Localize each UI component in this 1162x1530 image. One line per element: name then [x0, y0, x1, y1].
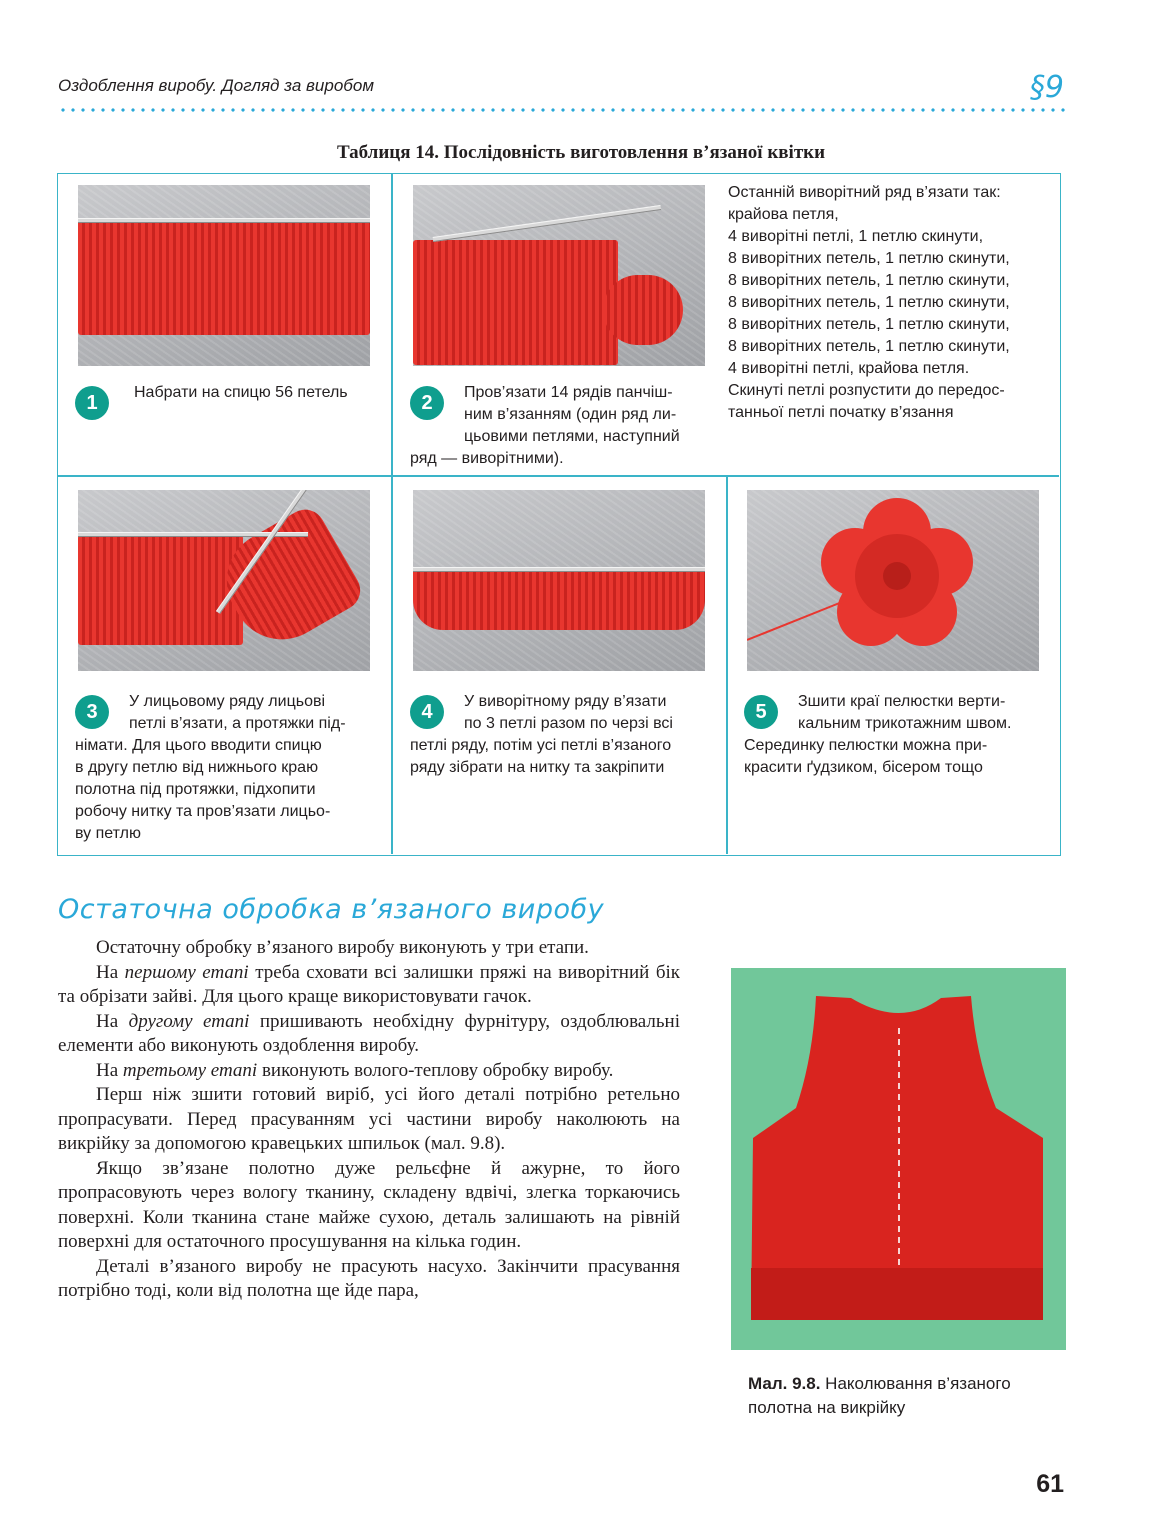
- step-4-text: [410, 691, 722, 779]
- steps-table: [57, 173, 1061, 856]
- text-run: На: [96, 1010, 129, 1032]
- step-2-line: цьовими петлями, наступний: [464, 428, 680, 445]
- figure-label: Мал. 9.8.: [748, 1374, 821, 1393]
- step-5-badge: 5: [744, 695, 778, 729]
- step-1-photo: [78, 185, 370, 366]
- instruction-line: 8 виворітних петель, 1 петлю скинути,: [728, 272, 1010, 289]
- text-run: пришивають необхідну фурнітуру, оздоблювальні елементи або виконують оздоблення виробу.: [58, 1010, 681, 1056]
- text-run: виконують волого-теплову обробку виробу.: [257, 1059, 614, 1081]
- paragraph: Деталі в’язаного виробу не прасують насухо. Закінчити прасування потрібно тоді, коли від полотна ще йде пара,: [58, 1255, 680, 1301]
- step-3-line: німати. Для цього вводити спицю: [75, 737, 322, 754]
- section-number: §9: [1029, 70, 1064, 105]
- step-4-line: по 3 петлі разом по черзі всі: [464, 715, 673, 732]
- step-4-photo: [413, 490, 705, 671]
- step-3-text: [75, 691, 387, 845]
- instruction-line: крайова петля,: [728, 206, 839, 223]
- step-4-badge: 4: [410, 695, 444, 729]
- step-3-line: ву петлю: [75, 825, 141, 842]
- instruction-line: 4 виворітні петлі, 1 петлю скинути,: [728, 228, 984, 245]
- running-header-title: Оздоблення виробу. Догляд за виробом: [58, 76, 374, 95]
- header-dotted-divider: [58, 108, 1066, 112]
- step-2-line: Пров’язати 14 рядів панчіш-: [464, 384, 673, 401]
- step-1-badge: 1: [75, 386, 109, 420]
- step-3-line: У лицьовому ряду лицьові: [129, 693, 326, 710]
- figure-caption: [748, 1372, 1068, 1420]
- instruction-line: 8 виворітних петель, 1 петлю скинути,: [728, 294, 1010, 311]
- text-run: треба сховати всі залишки пряжі на виворітний бік та обрізати зайві. Для цього краще використовувати гачок.: [58, 961, 680, 1007]
- figure-9-8-photo: [731, 968, 1066, 1350]
- paragraph: [58, 1010, 680, 1059]
- step-3-line: полотна під протяжки, підхопити: [75, 781, 316, 798]
- table-caption: Таблиця 14. Послідовність виготовлення в’язаної квітки: [336, 142, 826, 163]
- step-3-line: робочу нитку та пров’язати лицьо-: [75, 803, 331, 820]
- step-2-line: ним в’язанням (один ряд ли-: [464, 406, 677, 423]
- step-2-badge: 2: [410, 386, 444, 420]
- table-col-divider: [726, 475, 728, 854]
- step-5-line: кальним трикотажним швом.: [798, 715, 1012, 732]
- text-run: На: [96, 961, 125, 983]
- table-col-divider: [391, 174, 393, 854]
- step-4-line: У виворітному ряду в’язати: [464, 693, 667, 710]
- step-3-photo: [78, 490, 370, 671]
- emphasis: другому етапі: [128, 1010, 250, 1032]
- paragraph: [58, 1059, 680, 1084]
- figure-caption-text: Наколювання в’язаного полотна на викрійку: [748, 1374, 1011, 1417]
- step-5-line: Серединку пелюстки можна при-: [744, 737, 988, 754]
- step-5-photo: [747, 490, 1039, 671]
- instruction-line: Скинуті петлі розпустити до передос-: [728, 382, 1005, 399]
- paragraph: Перш ніж зшити готовий виріб, усі його деталі потрібно ретельно пропрасувати. Перед прасуванням усі частини виробу наколюють на викрійку за допомогою кравецьких шпильок (мал. 9.8).: [58, 1084, 680, 1154]
- step-5-line: Зшити краї пелюстки верти-: [798, 693, 1006, 710]
- vest-illustration: [731, 968, 1066, 1350]
- step-2-text: [410, 382, 720, 470]
- step-4-line: петлі ряду, потім усі петлі в’язаного: [410, 737, 672, 754]
- step-5-text: [744, 691, 1056, 779]
- flower-illustration: [747, 490, 1039, 671]
- step-5-line: красити ґудзиком, бісером тощо: [744, 759, 983, 776]
- step-3-line: петлі в’язати, а протяжки під-: [129, 715, 346, 732]
- section-heading: Остаточна обробка в’язаного виробу: [58, 894, 605, 925]
- step-2-photo: [413, 185, 705, 366]
- instruction-line: танньої петлі початку в’язання: [728, 404, 954, 421]
- step-2-line: ряд — виворітними).: [410, 450, 564, 467]
- page-number: 61: [1036, 1470, 1064, 1498]
- step-1-text: Набрати на спицю 56 петель: [134, 384, 348, 401]
- instruction-line: 4 виворітні петлі, крайова петля.: [728, 360, 970, 377]
- body-text: [58, 936, 680, 1304]
- instruction-line: 8 виворітних петель, 1 петлю скинути,: [728, 316, 1010, 333]
- step-4-line: ряду зібрати на нитку та закріпити: [410, 759, 665, 776]
- step-3-line: в другу петлю від нижнього краю: [75, 759, 319, 776]
- paragraph: [58, 961, 680, 1010]
- text-run: На: [96, 1059, 123, 1081]
- paragraph: Якщо зв’язане полотно дуже рельєфне й ажурне, то його пропрасовують через вологу тканину, складену вдвічі, злегка торкаючись поверхні. Коли тканина стане майже сухою, деталь залишають на рівній поверхні для остаточного просушування на кілька годин.: [58, 1157, 680, 1252]
- instruction-line: 8 виворітних петель, 1 петлю скинути,: [728, 250, 1010, 267]
- emphasis: третьому етапі: [122, 1059, 258, 1081]
- emphasis: першому етапі: [124, 961, 249, 983]
- step-3-badge: 3: [75, 695, 109, 729]
- instruction-line: Останній виворітний ряд в’язати так:: [728, 184, 1001, 201]
- last-row-instructions: [728, 182, 1058, 424]
- instruction-line: 8 виворітних петель, 1 петлю скинути,: [728, 338, 1010, 355]
- paragraph: Остаточну обробку в’язаного виробу виконують у три етапи.: [96, 937, 589, 958]
- table-row-divider: [58, 475, 1059, 477]
